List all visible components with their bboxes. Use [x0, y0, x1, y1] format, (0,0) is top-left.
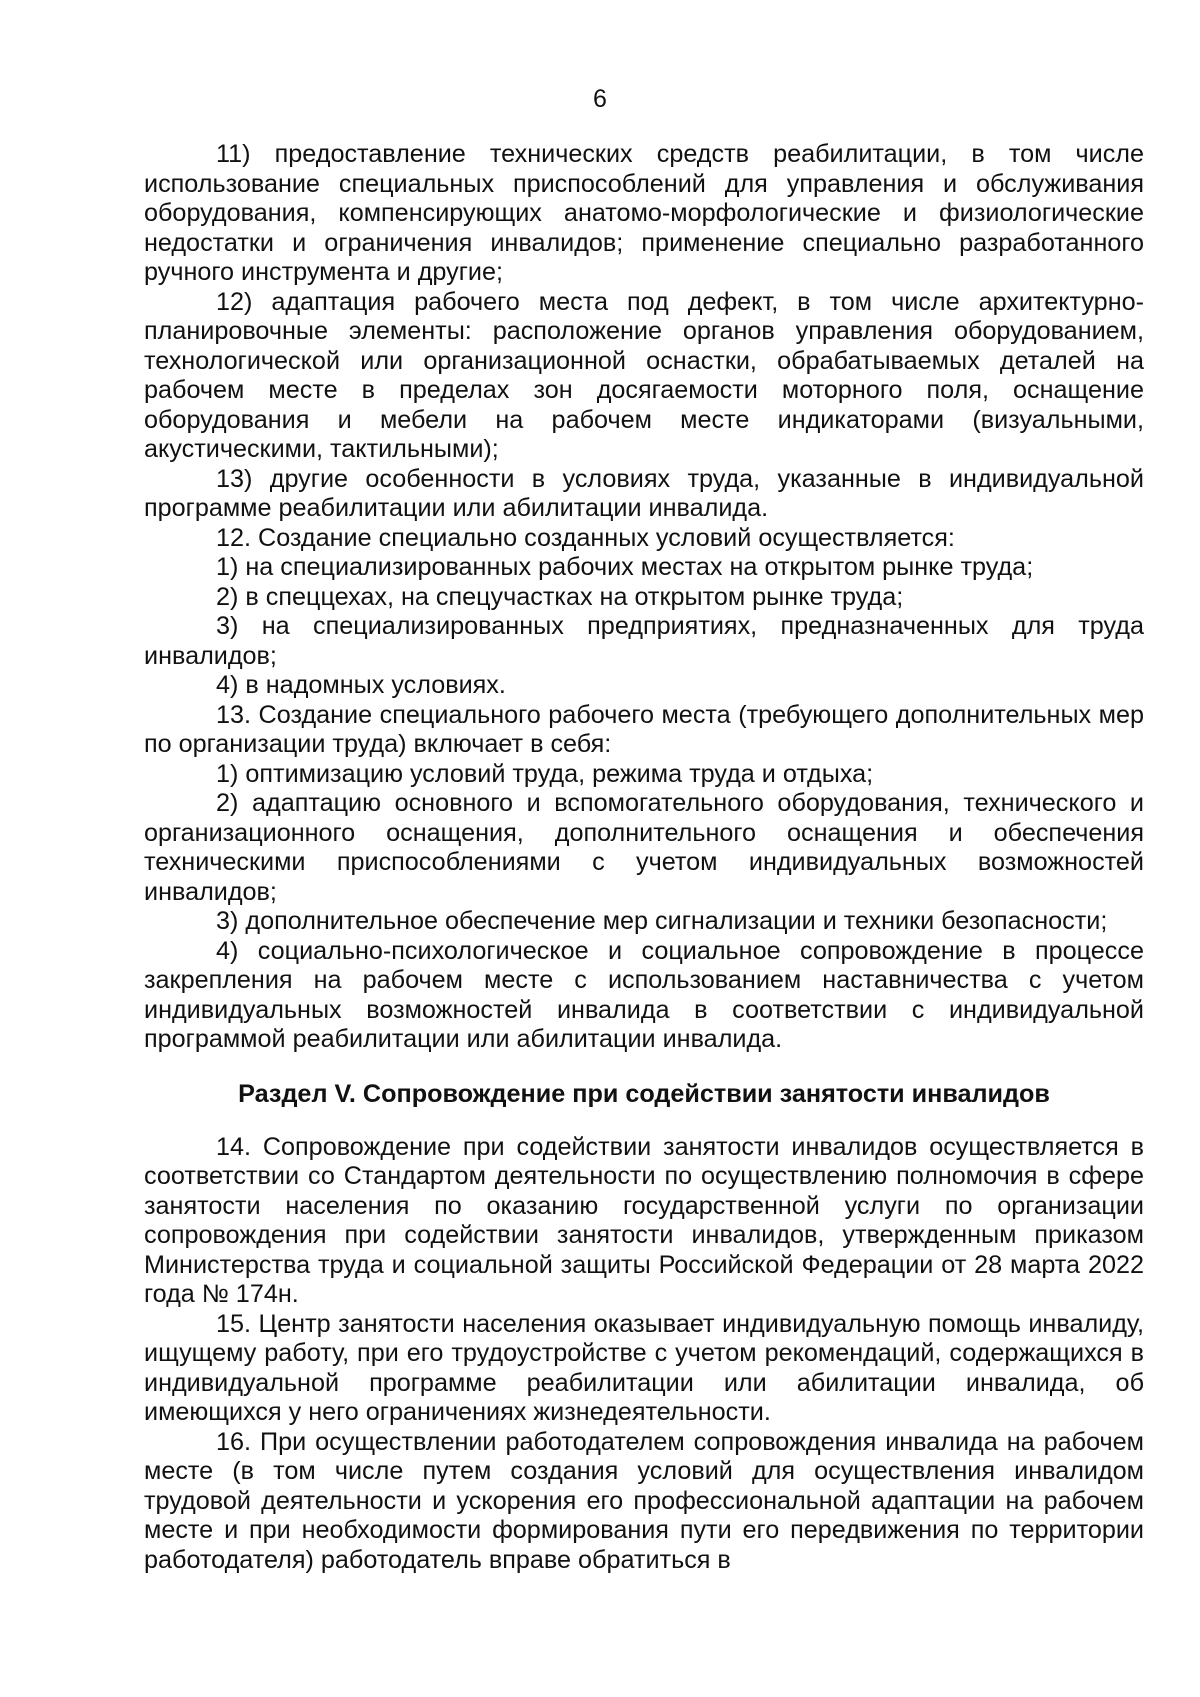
paragraph-item-11: 11) предоставление технических средств реабилитации, в том числе использование специальных приспособлений для управления и обслуживания оборудования, компенсирующих анатомо-морфологические и физиологические недостатки и ограничения инвалидов; применение специально разработанного ручного инструмента и другие; [144, 140, 1144, 286]
paragraph-clause-12-item-2: 2) в спеццехах, на спецучастках на открытом рынке труда; [216, 582, 904, 611]
paragraph-item-12: 12) адаптация рабочего места под дефект, в том числе архитектурно-планировочные элементы: расположение органов управления оборудованием, технологической или организационной оснастки, обрабатываемых деталей на рабочем месте в пределах зон досягаемости моторного поля, оснащение оборудования и мебели на рабочем месте индикаторами (визуальными, акустическими, тактильными); [144, 287, 1144, 463]
paragraph-clause-13: 13. Создание специального рабочего места (требующего дополнительных мер по организации труда) включает в себя: [144, 700, 1144, 758]
paragraph-clause-12-item-4: 4) в надомных условиях. [216, 671, 506, 699]
section-heading: Раздел V. Сопровождение при содействии занятости инвалидов [238, 1079, 1050, 1108]
paragraph-clause-14: 14. Сопровождение при содействии занятости инвалидов осуществляется в соответствии со Стандартом деятельности по осуществлению полномочия в сфере занятости населения по оказанию государственной услуги по организации сопровождения при содействии занятости инвалидов, утвержденным приказом Министерства труда и социальной защиты Российской Федерации от 28 марта 2022 года № 174н. [144, 1132, 1144, 1308]
paragraph-clause-12-item-1: 1) на специализированных рабочих местах на открытом рынке труда; [216, 553, 1034, 581]
paragraph-clause-15: 15. Центр занятости населения оказывает индивидуальную помощь инвалиду, ищущему работу, при его трудоустройстве с учетом рекомендаций, содержащихся в индивидуальной программе реабилитации или абилитации инвалида, об имеющихся у него ограничениях жизнедеятельности. [144, 1309, 1144, 1426]
paragraph-clause-13-item-1: 1) оптимизацию условий труда, режима труда и отдыха; [216, 759, 874, 788]
paragraph-clause-12-item-3: 3) на специализированных предприятиях, предназначенных для труда инвалидов; [144, 612, 1144, 670]
page-number: 6 [593, 85, 607, 113]
paragraph-item-13: 13) другие особенности в условиях труда, указанные в индивидуальной программе реабилитации или абилитации инвалида. [144, 464, 1144, 522]
paragraph-clause-13-item-3: 3) дополнительное обеспечение мер сигнализации и техники безопасности; [216, 907, 1108, 935]
paragraph-clause-13-item-2: 2) адаптацию основного и вспомогательного оборудования, технического и организационного оснащения, дополнительного оснащения и обеспечения техническими приспособлениями с учетом индивидуальных возможностей инвалидов; [144, 789, 1144, 906]
paragraph-clause-16: 16. При осуществлении работодателем сопровождения инвалида на рабочем месте (в том числе путем создания условий для осуществления инвалидом трудовой деятельности и ускорения его профессиональной адаптации на рабочем месте и при необходимости формирования пути его передвижения по территории работодателя) работодатель вправе обратиться в [144, 1427, 1144, 1574]
paragraph-clause-13-item-4: 4) социально-психологическое и социальное сопровождение в процессе закрепления на рабочем месте с использованием наставничества с учетом индивидуальных возможностей инвалида в соответствии с индивидуальной программой реабилитации или абилитации инвалида. [144, 936, 1144, 1053]
document-body [144, 140, 1144, 1575]
paragraph-clause-12: 12. Создание специально созданных условий осуществляется: [216, 523, 955, 552]
